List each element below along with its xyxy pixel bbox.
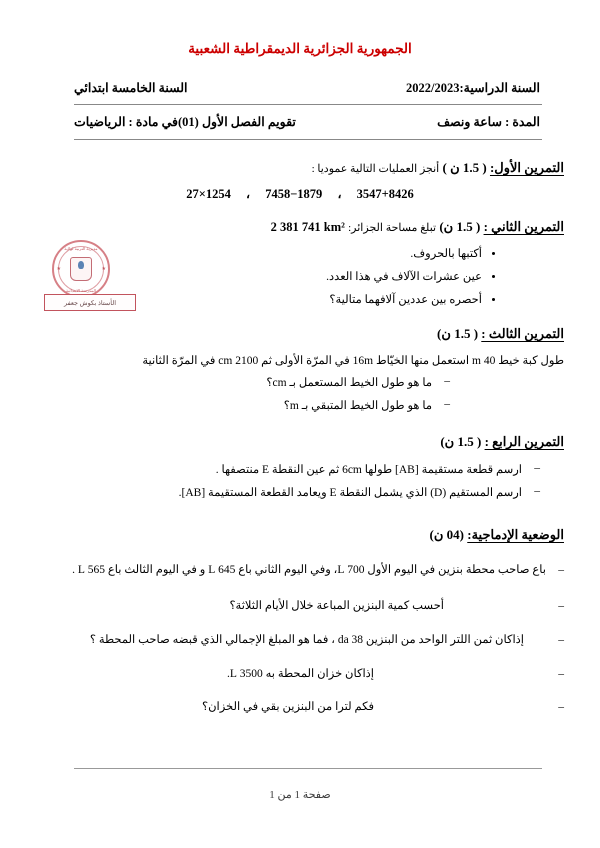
integration-marks: (04 ن) <box>429 527 464 542</box>
header-assessment: تقويم الفصل الأول (01)في مادة : الرياضيات <box>74 115 296 129</box>
exercise-1-instruction: أنجز العمليات التالية عموديا : <box>311 163 440 175</box>
exercise-1-label: التمرين الأول: <box>489 160 564 175</box>
exercise-4-bullets <box>150 462 540 508</box>
list-item: • عين عشرات الآلاف في هذا العدد. <box>140 269 482 283</box>
header-divider-top <box>74 104 542 105</box>
exercise-3-marks: ( 1.5 ن) <box>437 326 479 341</box>
list-item: • أحصره بين عددين آلافهما متالية؟ <box>140 292 482 306</box>
integration-heading <box>430 527 564 543</box>
list-item: – ما هو طول الخيط المستعمل بـ cm؟ <box>150 375 450 389</box>
list-item: – ارسم قطعة مستقيمة [AB] طولها 6cm ثم عين النقطة E منتصفها . <box>150 462 540 476</box>
exercise-4-marks: ( 1.5 ن) <box>440 434 482 449</box>
list-item: – ارسم المستقيم (D) الذي يشمل النقطة E ويعامد القطعة المستقيمة [AB]. <box>150 485 540 499</box>
list-item: – ما هو طول الخيط المتبقي بـ m؟ <box>150 398 450 412</box>
star-icon: ★ <box>56 267 61 272</box>
teacher-name-plate: الأستاذ بكوش جعفر <box>44 294 136 311</box>
list-item: – باع صاحب محطة بنزين في اليوم الأول 700 L، وفي اليوم الثاني باع 645 L و في اليوم الثالث باع 565 L . <box>36 560 564 582</box>
list-item: – فكم لترا من البنزين بقي في الخزان؟ <box>36 697 564 719</box>
footer-divider <box>74 768 542 769</box>
stamp-bottom-text: المدرسة الابتدائية <box>66 288 96 293</box>
stamp-top-text: مديرية التربية لولاية <box>64 246 98 251</box>
exercise-1-operations <box>0 186 600 202</box>
exercise-2-heading <box>271 219 564 235</box>
exercise-2-marks: ( 1.5 ن) <box>439 219 481 234</box>
exercise-3-label: التمرين الثالث : <box>481 326 564 341</box>
operation-subtract: 7458−1879 <box>265 187 323 201</box>
list-item: – أحسب كمية البنزين المباعة خلال الأيام الثلاثة؟ <box>36 596 564 618</box>
star-icon: ★ <box>101 267 106 272</box>
integration-bullets <box>36 560 564 728</box>
header-duration: المدة : ساعة ونصف <box>437 115 540 129</box>
exercise-2-instruction: تبلغ مساحة الجزائر: <box>348 222 437 234</box>
integration-label: الوضعية الإدماجية: <box>467 527 564 542</box>
exercise-2-label: التمرين الثاني : <box>483 219 564 234</box>
exercise-3-bullets <box>150 375 450 421</box>
exercise-1-marks: ( 1.5 ن ) <box>442 160 487 175</box>
page-title: الجمهورية الجزائرية الديمقراطية الشعبية <box>188 41 412 56</box>
header-row-assessment-duration <box>74 114 540 130</box>
operation-separator-2: ، <box>246 187 251 201</box>
teacher-stamp <box>44 240 140 324</box>
exercise-2-bullets <box>140 246 500 315</box>
header-row-level-year <box>74 80 540 96</box>
exercise-3-statement: طول كبة خيط 40 m استعمل منها الخيّاط 16m في المرّة الأولى ثم 2100 cm في المرّة الثانية <box>142 355 564 367</box>
exercise-4-heading <box>440 434 564 450</box>
header-divider-bottom <box>74 139 542 140</box>
footer-page-number: صفحة 1 من 1 <box>269 789 331 801</box>
header-level: السنة الخامسة ابتدائي <box>74 81 188 95</box>
exercise-3-heading <box>437 326 564 342</box>
list-item: – إذاكان ثمن اللتر الواحد من البنزين 38 da ، فما هو المبلغ الإجمالي الذي قبضه صاحب المحطة ؟ <box>36 630 564 652</box>
operation-separator-1: ، <box>337 187 342 201</box>
header-school-year: السنة الدراسية:2022/2023 <box>406 81 540 95</box>
list-item: – إذاكان خزان المحطة به 3500 L. <box>36 664 564 686</box>
operation-multiply: 27×1254 <box>186 187 231 201</box>
exercise-4-label: التمرين الرابع : <box>484 434 564 449</box>
list-item: • أكتبها بالحروف. <box>140 246 482 260</box>
operation-add: 3547+8426 <box>356 187 414 201</box>
algeria-area-value: 2 381 741 km² <box>270 220 345 234</box>
stamp-arc-text <box>52 240 110 298</box>
exercise-1-heading <box>312 160 564 176</box>
